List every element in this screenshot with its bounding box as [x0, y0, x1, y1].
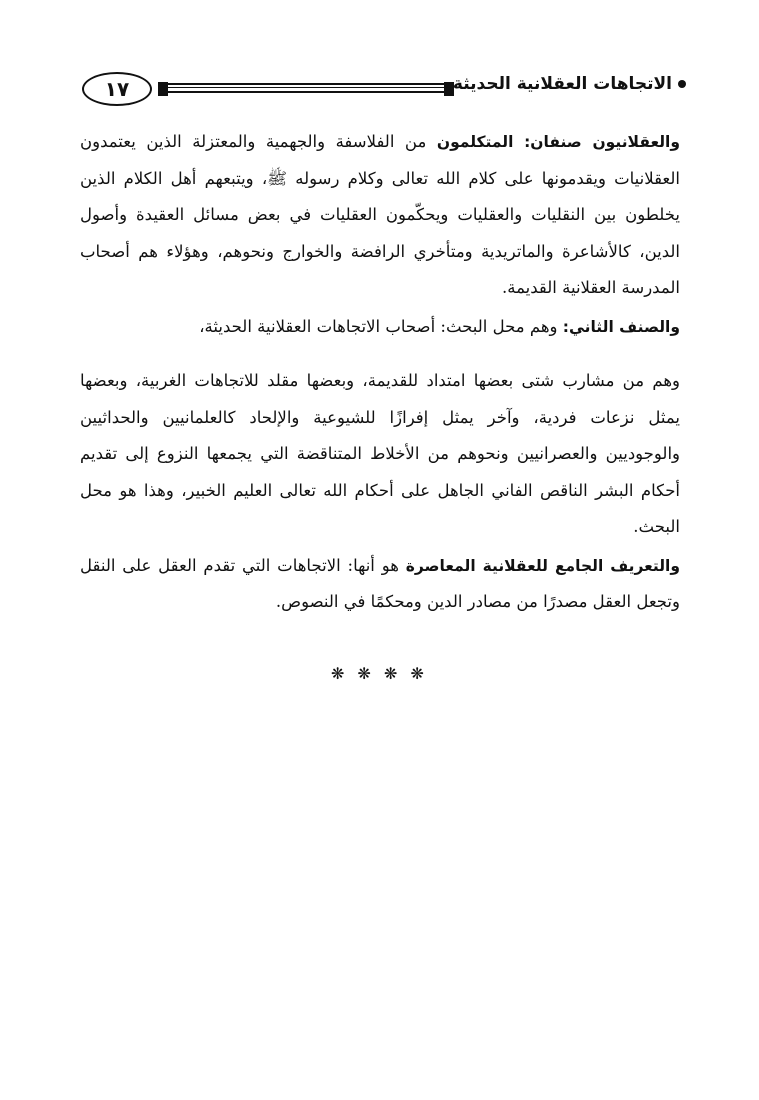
running-title-wrap	[453, 74, 686, 94]
page-header	[82, 72, 686, 112]
bullet-icon	[678, 80, 686, 88]
header-rule	[168, 83, 444, 94]
header-rule-cap-left	[158, 82, 168, 96]
running-title: الاتجاهات العقلانية الحديثة	[452, 74, 672, 94]
paragraph-text: من الفلاسفة والجهمية والمعتزلة الذين يعتمدون العقلانيات ويقدمونها على كلام الله تعالى وكلام رسوله ﷺ، ويتبعهم أهل الكلام الذين يخلطون بين النقليات والعقليات ويحكّمون العقليات في بعض مسائل العقيدة وأصول الدين، كالأشاعرة والماتريدية ومتأخري الرافضة والخوارج ونحوهم، وهؤلاء هم أصحاب المدرسة العقلانية القديمة.	[80, 132, 680, 297]
paragraph-text: وهم محل البحث: أصحاب الاتجاهات العقلانية الحديثة،	[199, 316, 563, 336]
paragraph-lead: والتعريف الجامع للعقلانية المعاصرة	[405, 556, 680, 575]
paragraph-4	[80, 548, 680, 621]
paragraph-text: وهم من مشارب شتى بعضها امتداد للقديمة، وبعضها مقلد للاتجاهات الغربية، وبعضها يمثل نزعات فردية، وآخر يمثل إفرازًا للشيوعية والإلحاد كالعلمانيين والحداثيين والوجوديين والعصرانيين ونحوهم من الأخلاط المتناقضة التي يجمعها النزوع إلى تقديم أحكام البشر الناقص الفاني الجاهل على أحكام الله تعالى العليم الخبير، وهذا هو محل البحث.	[80, 371, 680, 536]
page-number: ١٧	[82, 72, 152, 106]
paragraph-1	[80, 124, 680, 307]
paragraph-lead: والصنف الثاني:	[562, 317, 680, 336]
paragraph-3	[80, 363, 680, 546]
page-body	[80, 124, 680, 621]
paragraph-2	[80, 309, 680, 346]
paragraph-lead: والعقلانيون صنفان: المتكلمون	[436, 133, 680, 151]
paragraph-text: هو أنها: الاتجاهات التي تقدم العقل على النقل وتجعل العقل مصدرًا من مصادر الدين ومحكمًا في النصوص.	[80, 555, 680, 611]
section-separator: ❋ ❋ ❋ ❋	[331, 664, 428, 683]
